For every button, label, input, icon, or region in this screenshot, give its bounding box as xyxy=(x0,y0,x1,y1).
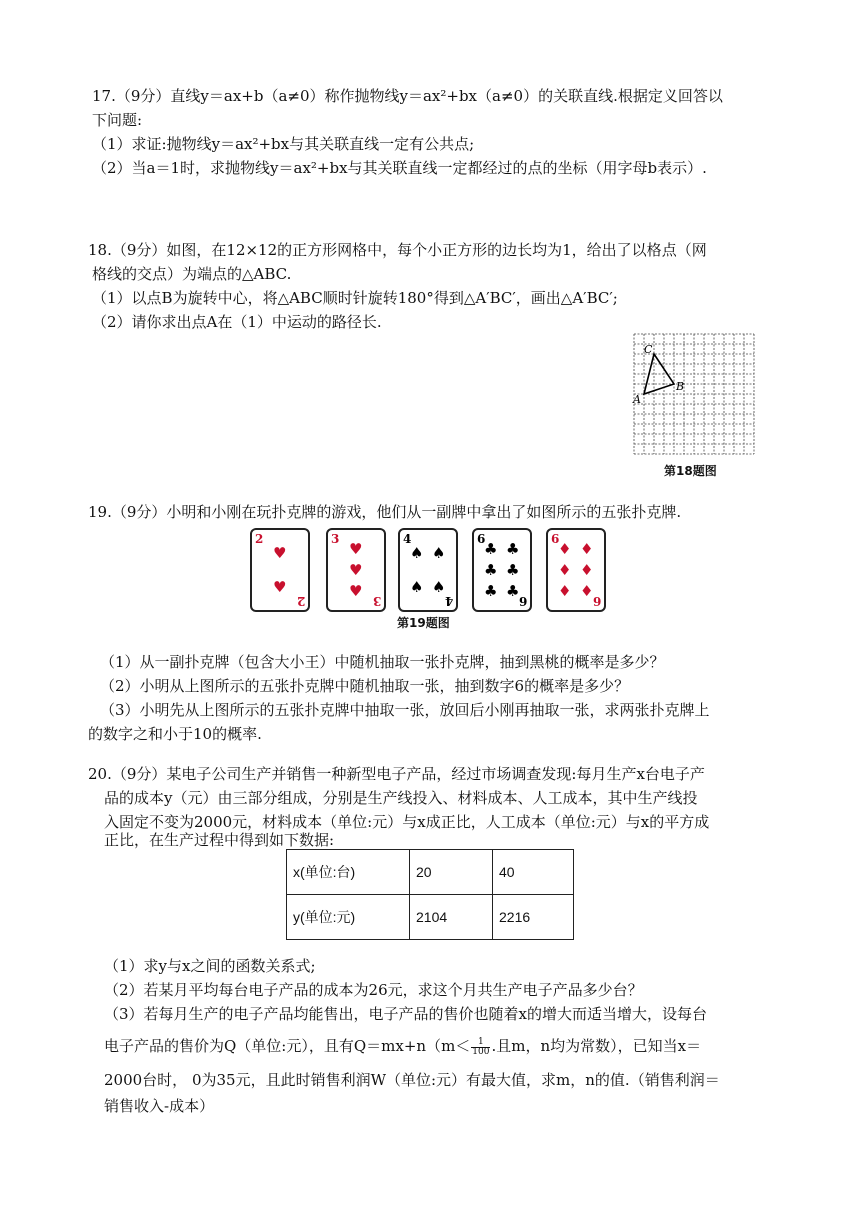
card-rank-corner: 6 xyxy=(592,594,601,608)
q20-part-1: （1）求y与x之间的函数关系式; xyxy=(104,957,316,975)
suit-pip-icon: ♣ xyxy=(484,540,498,558)
suit-pip-icon: ♦ xyxy=(580,582,594,600)
q18-part-2: （2）请你求出点A在（1）中运动的路径长. xyxy=(92,313,382,331)
playing-card xyxy=(326,528,386,612)
table-row xyxy=(287,895,574,940)
suit-pip-icon: ♠ xyxy=(410,544,424,562)
label-a: A xyxy=(633,393,641,406)
suit-pip-icon: ♣ xyxy=(506,582,520,600)
q19-part-2: （2）小明从上图所示的五张扑克牌中随机抽取一张，抽到数字6的概率是多少？ xyxy=(100,677,630,695)
table-row xyxy=(287,850,574,895)
q20-line-1: 20.（9分）某电子公司生产并销售一种新型电子产品，经过市场调查发现:每月生产x台电子产 xyxy=(88,765,705,783)
card-rank-corner: 2 xyxy=(296,594,305,608)
q19-part-1: （1）从一副扑克牌（包含大小王）中随机抽取一张扑克牌，抽到黑桃的概率是多少？ xyxy=(100,653,665,671)
q20-line-2: 品的成本y（元）由三部分组成，分别是生产线投入、材料成本、人工成本，其中生产线投 xyxy=(104,789,698,807)
q19-figure-caption: 第19题图 xyxy=(397,616,450,630)
suit-pip-icon: ♣ xyxy=(484,561,498,579)
q20-part-3-text-b: .且m，n均为常数），已知当x＝ xyxy=(491,1037,702,1055)
table-cell: 2216 xyxy=(493,895,574,940)
suit-pip-icon: ♥ xyxy=(349,540,363,558)
q18-grid-figure xyxy=(632,332,756,456)
playing-card xyxy=(546,528,606,612)
suit-pip-icon: ♥ xyxy=(273,544,287,562)
card-rank: 2 xyxy=(255,532,264,546)
card-rank-corner: 6 xyxy=(518,594,527,608)
card-rank-corner: 4 xyxy=(444,594,453,608)
table-cell: 20 xyxy=(410,850,493,895)
suit-pip-icon: ♣ xyxy=(484,582,498,600)
q20-line-4: 正比，在生产过程中得到如下数据: xyxy=(104,831,335,849)
q20-line-3: 入固定不变为2000元，材料成本（单位:元）与x成正比，人工成本（单位:元）与x的平方成 xyxy=(104,813,710,831)
table-cell: 40 xyxy=(493,850,574,895)
card-rank-corner: 3 xyxy=(372,594,381,608)
playing-card xyxy=(398,528,458,612)
card-rank: 3 xyxy=(331,532,340,546)
suit-pip-icon: ♥ xyxy=(349,561,363,579)
q20-part-3-line-3: 2000台时， 0为35元，且此时销售利润W（单位:元）有最大值，求m，n的值.（销售利润＝ xyxy=(104,1071,720,1089)
q17-part-1: （1）求证:抛物线y＝ax²+bx与其关联直线一定有公共点; xyxy=(92,135,475,153)
suit-pip-icon: ♠ xyxy=(432,578,446,596)
suit-pip-icon: ♥ xyxy=(349,582,363,600)
q17-line-1: 17.（9分）直线y＝ax+b（a≠0）称作抛物线y＝ax²+bx（a≠0）的关联直线.根据定义回答以 xyxy=(92,87,723,105)
q20-part-3-line-2 xyxy=(104,1036,701,1057)
q18-part-1: （1）以点B为旋转中心，将△ABC顺时针旋转180°得到△A′BC′，画出△A′BC′; xyxy=(92,289,618,307)
q17-part-2: （2）当a＝1时，求抛物线y＝ax²+bx与其关联直线一定都经过的点的坐标（用字母b表示）. xyxy=(92,159,707,177)
label-c: C xyxy=(644,343,653,356)
suit-pip-icon: ♦ xyxy=(580,540,594,558)
q20-part-2: （2）若某月平均每台电子产品的成本为26元，求这个月共生产电子产品多少台？ xyxy=(104,981,643,999)
playing-card xyxy=(472,528,532,612)
q18-line-1: 18.（9分）如图，在12×12的正方形网格中，每个小正方形的边长均为1，给出了以格点（网 xyxy=(88,241,707,259)
q18-line-2: 格线的交点）为端点的△ABC. xyxy=(92,265,292,283)
table-cell: x(单位:台) xyxy=(287,850,410,895)
table-cell: 2104 xyxy=(410,895,493,940)
suit-pip-icon: ♠ xyxy=(410,578,424,596)
suit-pip-icon: ♦ xyxy=(558,561,572,579)
q20-part-3: （3）若每月生产的电子产品均能售出，电子产品的售价也随着x的增大而适当增大，设每台 xyxy=(104,1005,708,1023)
q18-figure-caption: 第18题图 xyxy=(664,464,717,478)
fraction-denominator: 100 xyxy=(472,1046,490,1057)
suit-pip-icon: ♣ xyxy=(506,540,520,558)
suit-pip-icon: ♥ xyxy=(273,578,287,596)
playing-card xyxy=(250,528,310,612)
suit-pip-icon: ♦ xyxy=(558,582,572,600)
q20-part-3-line-4: 销售收入-成本） xyxy=(104,1097,215,1115)
q20-part-3-text-a: 电子产品的售价为Q（单位:元），且有Q＝mx+n（m＜ xyxy=(104,1037,471,1055)
q19-part-3-cont: 的数字之和小于10的概率. xyxy=(88,725,262,743)
q19-part-3: （3）小明先从上图所示的五张扑克牌中抽取一张，放回后小刚再抽取一张，求两张扑克牌上 xyxy=(100,701,710,719)
q17-line-2: 下问题: xyxy=(92,111,143,129)
fraction xyxy=(471,1038,490,1057)
table-cell: y(单位:元) xyxy=(287,895,410,940)
suit-pip-icon: ♦ xyxy=(558,540,572,558)
fraction-numerator: 1 xyxy=(471,1038,490,1048)
suit-pip-icon: ♦ xyxy=(580,561,594,579)
suit-pip-icon: ♣ xyxy=(506,561,520,579)
card-rank: 4 xyxy=(403,532,412,546)
q20-data-table xyxy=(286,849,574,940)
suit-pip-icon: ♠ xyxy=(432,544,446,562)
label-b: B xyxy=(676,380,685,393)
card-rank: 6 xyxy=(477,532,486,546)
q19-line-1: 19.（9分）小明和小刚在玩扑克牌的游戏，他们从一副牌中拿出了如图所示的五张扑克牌. xyxy=(88,503,682,521)
card-rank: 6 xyxy=(551,532,560,546)
